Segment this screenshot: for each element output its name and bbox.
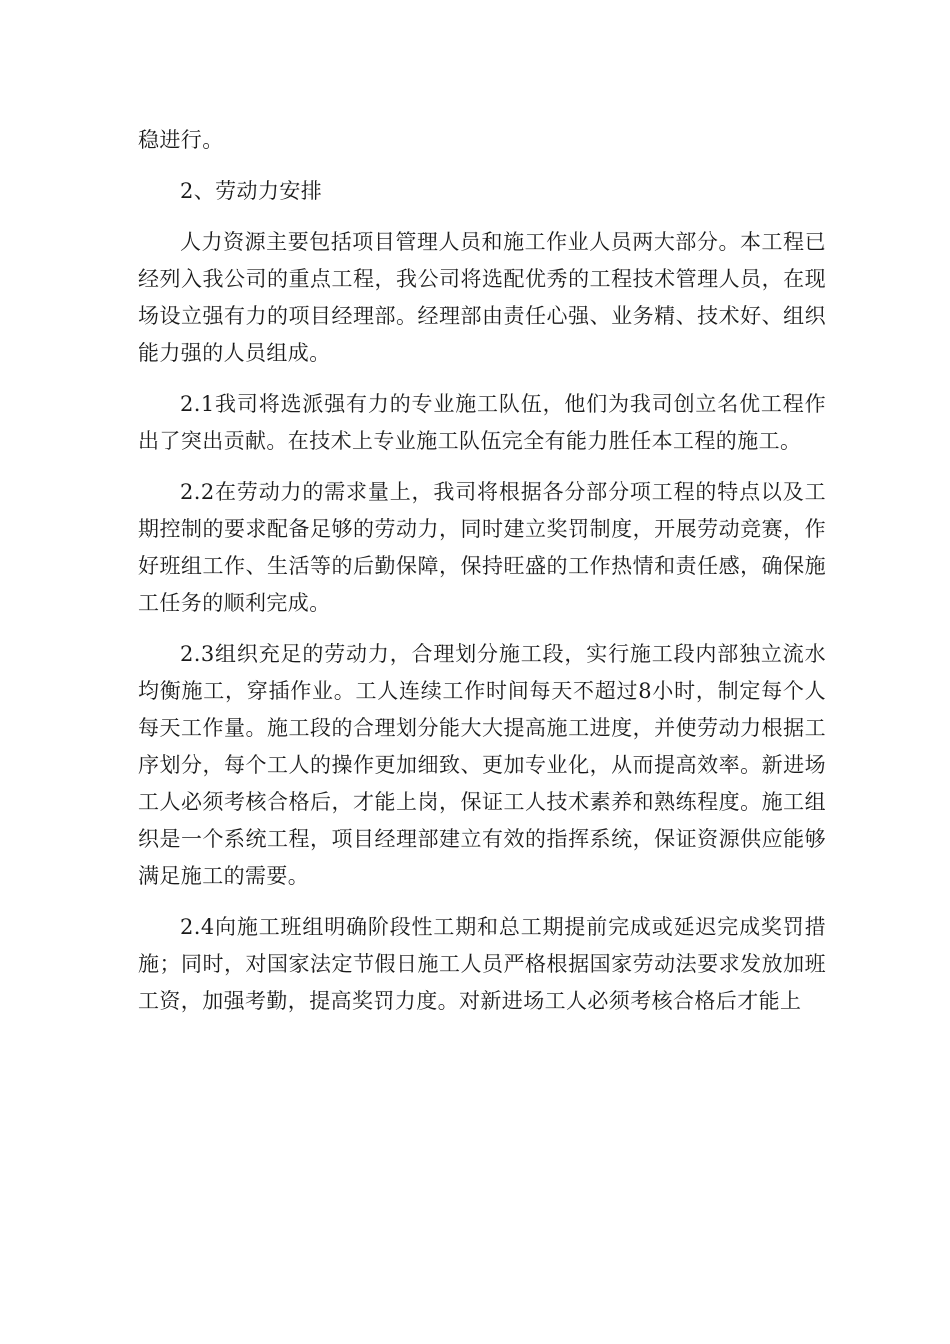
paragraph-human-resources: 人力资源主要包括项目管理人员和施工作业人员两大部分。本工程已经列入我公司的重点工程，我公司将选配优秀的工程技术管理人员，在现场设立强有力的项目经理部。经理部由责任心强、业务精、技术好、组织能力强的人员组成。 — [138, 230, 826, 365]
paragraph-2-1: 2.1我司将选派强有力的专业施工队伍，他们为我司创立名优工程作出了突出贡献。在技术上专业施工队伍完全有能力胜任本工程的施工。 — [138, 392, 826, 453]
document-body — [138, 122, 826, 1034]
paragraph-continuation: 稳进行。 — [138, 128, 224, 152]
paragraph-2-2: 2.2在劳动力的需求量上，我司将根据各分部分项工程的特点以及工期控制的要求配备足够的劳动力，同时建立奖罚制度，开展劳动竞赛，作好班组工作、生活等的后勤保障，保持旺盛的工作热情和责任感，确保施工任务的顺利完成。 — [138, 480, 826, 615]
paragraph-2-3: 2.3组织充足的劳动力，合理划分施工段，实行施工段内部独立流水均衡施工，穿插作业。工人连续工作时间每天不超过8小时，制定每个人每天工作量。施工段的合理划分能大大提高施工进度，并使劳动力根据工序划分，每个工人的操作更加细致、更加专业化，从而提高效率。新进场工人必须考核合格后，才能上岗，保证工人技术素养和熟练程度。施工组织是一个系统工程，项目经理部建立有效的指挥系统，保证资源供应能够满足施工的需要。 — [138, 642, 826, 888]
paragraph-2-4: 2.4向施工班组明确阶段性工期和总工期提前完成或延迟完成奖罚措施；同时，对国家法定节假日施工人员严格根据国家劳动法要求发放加班工资，加强考勤，提高奖罚力度。对新进场工人必须考核合格后才能上 — [138, 915, 826, 1013]
section-heading-labor-arrangement: 2、劳动力安排 — [180, 179, 323, 203]
